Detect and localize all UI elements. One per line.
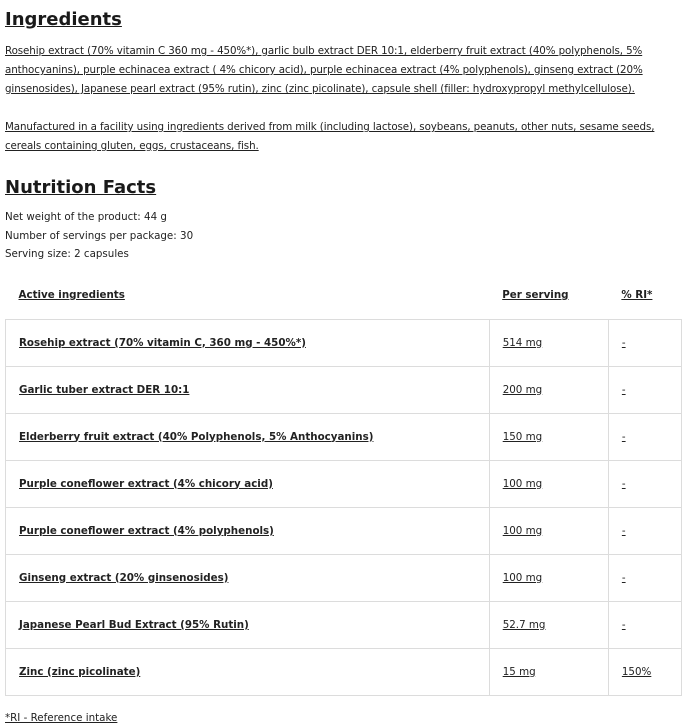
column-header-active-ingredients: Active ingredients <box>18 289 125 301</box>
ri-value: - <box>608 460 681 507</box>
ri-value: - <box>608 413 681 460</box>
servings-per-package: Number of servings per package: 30 <box>5 229 194 242</box>
serving-size: Serving size: 2 capsules <box>5 248 129 260</box>
ri-footnote: *RI - Reference intake <box>5 711 118 724</box>
table-row <box>6 648 682 695</box>
table-row <box>6 601 682 648</box>
table-row <box>6 413 682 460</box>
ri-value: 150% <box>608 648 681 695</box>
ingredient-name: Zinc (zinc picolinate) <box>6 648 490 695</box>
table-row <box>6 507 682 554</box>
table-row <box>6 460 682 507</box>
per-serving-value: 200 mg <box>489 366 608 413</box>
per-serving-value: 150 mg <box>489 413 608 460</box>
column-header-ri: % RI* <box>621 289 653 301</box>
per-serving-value: 100 mg <box>489 507 608 554</box>
table-row <box>6 366 682 413</box>
per-serving-value: 514 mg <box>489 319 608 366</box>
net-weight: Net weight of the product: 44 g <box>5 211 167 223</box>
table-header-row <box>6 272 682 320</box>
nutrition-facts-summary <box>5 208 685 264</box>
table-row <box>6 554 682 601</box>
ingredients-heading: Ingredients <box>5 9 122 30</box>
ingredient-name: Garlic tuber extract DER 10:1 <box>6 366 490 413</box>
column-header-per-serving: Per serving <box>502 289 569 301</box>
per-serving-value: 100 mg <box>489 554 608 601</box>
ri-value: - <box>608 366 681 413</box>
ingredient-name: Ginseng extract (20% ginsenosides) <box>6 554 490 601</box>
ingredient-name: Rosehip extract (70% vitamin C, 360 mg - 450%*) <box>6 319 490 366</box>
ri-value: - <box>608 554 681 601</box>
per-serving-value: 52.7 mg <box>489 601 608 648</box>
nutrition-heading: Nutrition Facts <box>5 177 157 198</box>
per-serving-value: 100 mg <box>489 460 608 507</box>
ri-value: - <box>608 507 681 554</box>
ingredient-name: Purple coneflower extract (4% polyphenols) <box>6 507 490 554</box>
ri-value: - <box>608 601 681 648</box>
allergens-text: Manufactured in a facility using ingredients derived from milk (including lactose), soybeans, peanuts, other nuts, sesame seeds, cereals containing gluten, eggs, crustaceans, fish. <box>5 121 655 152</box>
ingredient-name: Japanese Pearl Bud Extract (95% Rutin) <box>6 601 490 648</box>
ingredients-text: Rosehip extract (70% vitamin C 360 mg - 450%*), garlic bulb extract DER 10:1, elderberry fruit extract (40% polyphenols, 5% anthocyanins), purple echinacea extract ( 4% chicory acid), purple echinacea extract (4% polyphenols), ginseng extract (20% ginsenosides), Japanese pearl extract (95% rutin), zinc (zinc picolinate), capsule shell (filler: hydroxypropyl methylcellulose). <box>5 45 643 95</box>
ri-value: - <box>608 319 681 366</box>
ingredient-name: Purple coneflower extract (4% chicory acid) <box>6 460 490 507</box>
ingredient-name: Elderberry fruit extract (40% Polyphenols, 5% Anthocyanins) <box>6 413 490 460</box>
nutrition-table <box>5 272 682 696</box>
per-serving-value: 15 mg <box>489 648 608 695</box>
table-row <box>6 319 682 366</box>
